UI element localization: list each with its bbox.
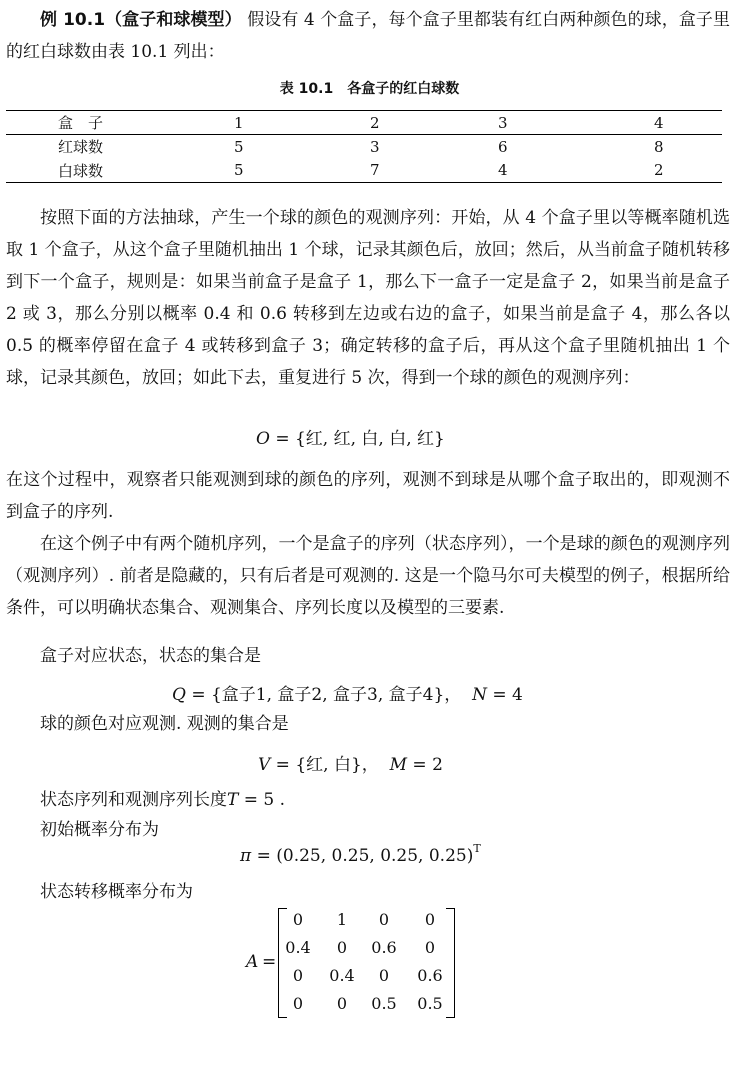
matrix-cell: 0	[336, 938, 348, 957]
table-cell: 6	[498, 137, 508, 156]
table-cell: 3	[462, 111, 606, 135]
matrix-cell: 0.5	[371, 994, 397, 1013]
table-row-label: 白球数	[58, 161, 104, 180]
eq-rhs: = {盒子1, 盒子2, 盒子3, 盒子4}，	[185, 685, 462, 705]
table-cell: 2	[654, 161, 664, 180]
table-row-label: 红球数	[58, 138, 104, 157]
matrix-cell: 0	[292, 910, 304, 929]
eq-n-rhs: = 4	[487, 685, 523, 705]
eq-lhs: V	[258, 755, 271, 775]
initial-distribution-intro: 初始概率分布为	[40, 820, 159, 840]
table-header-row	[6, 111, 722, 135]
eq-lhs: Q	[172, 685, 186, 705]
length-value: = 5 .	[238, 790, 286, 810]
matrix-cell: 1	[336, 910, 348, 929]
eq-m-lhs: M	[389, 755, 408, 775]
eq-n-lhs: N	[472, 685, 487, 705]
table-cell: 5	[234, 161, 244, 180]
transition-distribution-intro: 状态转移概率分布为	[40, 882, 193, 902]
equation-observation-set	[258, 750, 443, 775]
equation-initial-distribution	[240, 842, 481, 866]
equation-observation-sequence	[256, 424, 445, 449]
eq-lhs: π	[240, 846, 252, 866]
observation-set-intro: 球的颜色对应观测. 观测的集合是	[40, 714, 289, 734]
table-cell: 1	[170, 111, 314, 135]
matrix-cell: 0	[424, 910, 436, 929]
table-cell: 3	[370, 137, 380, 156]
matrix-cell: 0	[378, 910, 390, 929]
matrix-equals: =	[262, 952, 277, 972]
eq-m-rhs: = 2	[407, 755, 443, 775]
table-cell: 7	[370, 161, 380, 180]
equation-state-set	[172, 680, 523, 705]
matrix-label: A	[246, 952, 259, 972]
table-caption: 表 10.1 各盒子的红白球数	[279, 81, 460, 97]
eq-lhs: O	[256, 429, 270, 449]
matrix-cell: 0	[292, 966, 304, 985]
table-cell: 4	[606, 111, 722, 135]
matrix-cell: 0.5	[417, 994, 443, 1013]
length-text: 状态序列和观测序列长度	[40, 790, 227, 810]
transition-matrix	[246, 908, 486, 1018]
table-cell: 8	[654, 137, 664, 156]
length-var: T	[227, 790, 239, 810]
example-label: 例 10.1（盒子和球模型）	[40, 10, 242, 30]
eq-rhs: = {红, 红, 白, 白, 红}	[269, 429, 445, 449]
matrix-cell: 0	[336, 994, 348, 1013]
table-cell: 4	[498, 161, 508, 180]
matrix-cell: 0	[292, 994, 304, 1013]
procedure-paragraph: 按照下面的方法抽球，产生一个球的颜色的观测序列：开始，从 4 个盒子里以等概率随机选取 1 个盒子，从这个盒子里随机抽出 1 个球，记录其颜色后，放回；然后，从当前盒子随机转移到下一个盒子，规则是：如果当前盒子是盒子 1，那么下一盒子一定是盒子 2，如果当前是盒子 2 或 3，那么分别以概率 0.4 和 0.6 转移到左边或右边的盒子，如果当前是盒子 4，那么各以 0.5 的概率停留在盒子 4 或转移到盒子 3；确定转移的盒子后，再从这个盒子里随机抽出 1 个球，记录其颜色，放回；如此下去，重复进行 5 次，得到一个球的颜色的观测序列：	[6, 208, 730, 388]
sequence-length-line	[40, 784, 730, 816]
table-row-red	[6, 135, 722, 159]
matrix-cell: 0	[424, 938, 436, 957]
eq-rhs: = {红, 白}，	[270, 755, 379, 775]
table-row-label: 盒 子	[6, 111, 170, 135]
state-set-intro: 盒子对应状态，状态的集合是	[40, 646, 261, 666]
matrix-cell: 0.6	[417, 966, 443, 985]
matrix-cell: 0.4	[329, 966, 355, 985]
table-cell: 2	[314, 111, 462, 135]
matrix-cell: 0.4	[285, 938, 311, 957]
matrix-cell: 0	[378, 966, 390, 985]
hmm-paragraph: 在这个例子中有两个随机序列，一个是盒子的序列（状态序列），一个是球的颜色的观测序列（观测序列）. 前者是隐藏的，只有后者是可观测的. 这是一个隐马尔可夫模型的例子，根据所给条件，可以明确状态集合、观测集合、序列长度以及模型的三要素.	[6, 534, 730, 618]
matrix-cell: 0.6	[371, 938, 397, 957]
ball-count-table	[6, 110, 722, 183]
eq-rhs: = (0.25, 0.25, 0.25, 0.25)	[251, 846, 474, 866]
intro-paragraph	[6, 4, 730, 68]
eq-transpose: T	[473, 842, 481, 855]
observer-paragraph: 在这个过程中，观察者只能观测到球的颜色的序列，观测不到球是从哪个盒子取出的，即观测不到盒子的序列.	[6, 470, 730, 522]
table-cell: 5	[234, 137, 244, 156]
intro-text: 假设有 4 个盒子，每个盒子里都装有红白两种颜色的球，盒子里的红白球数由表 10.1 列出：	[6, 10, 730, 62]
table-row-white	[6, 159, 722, 183]
